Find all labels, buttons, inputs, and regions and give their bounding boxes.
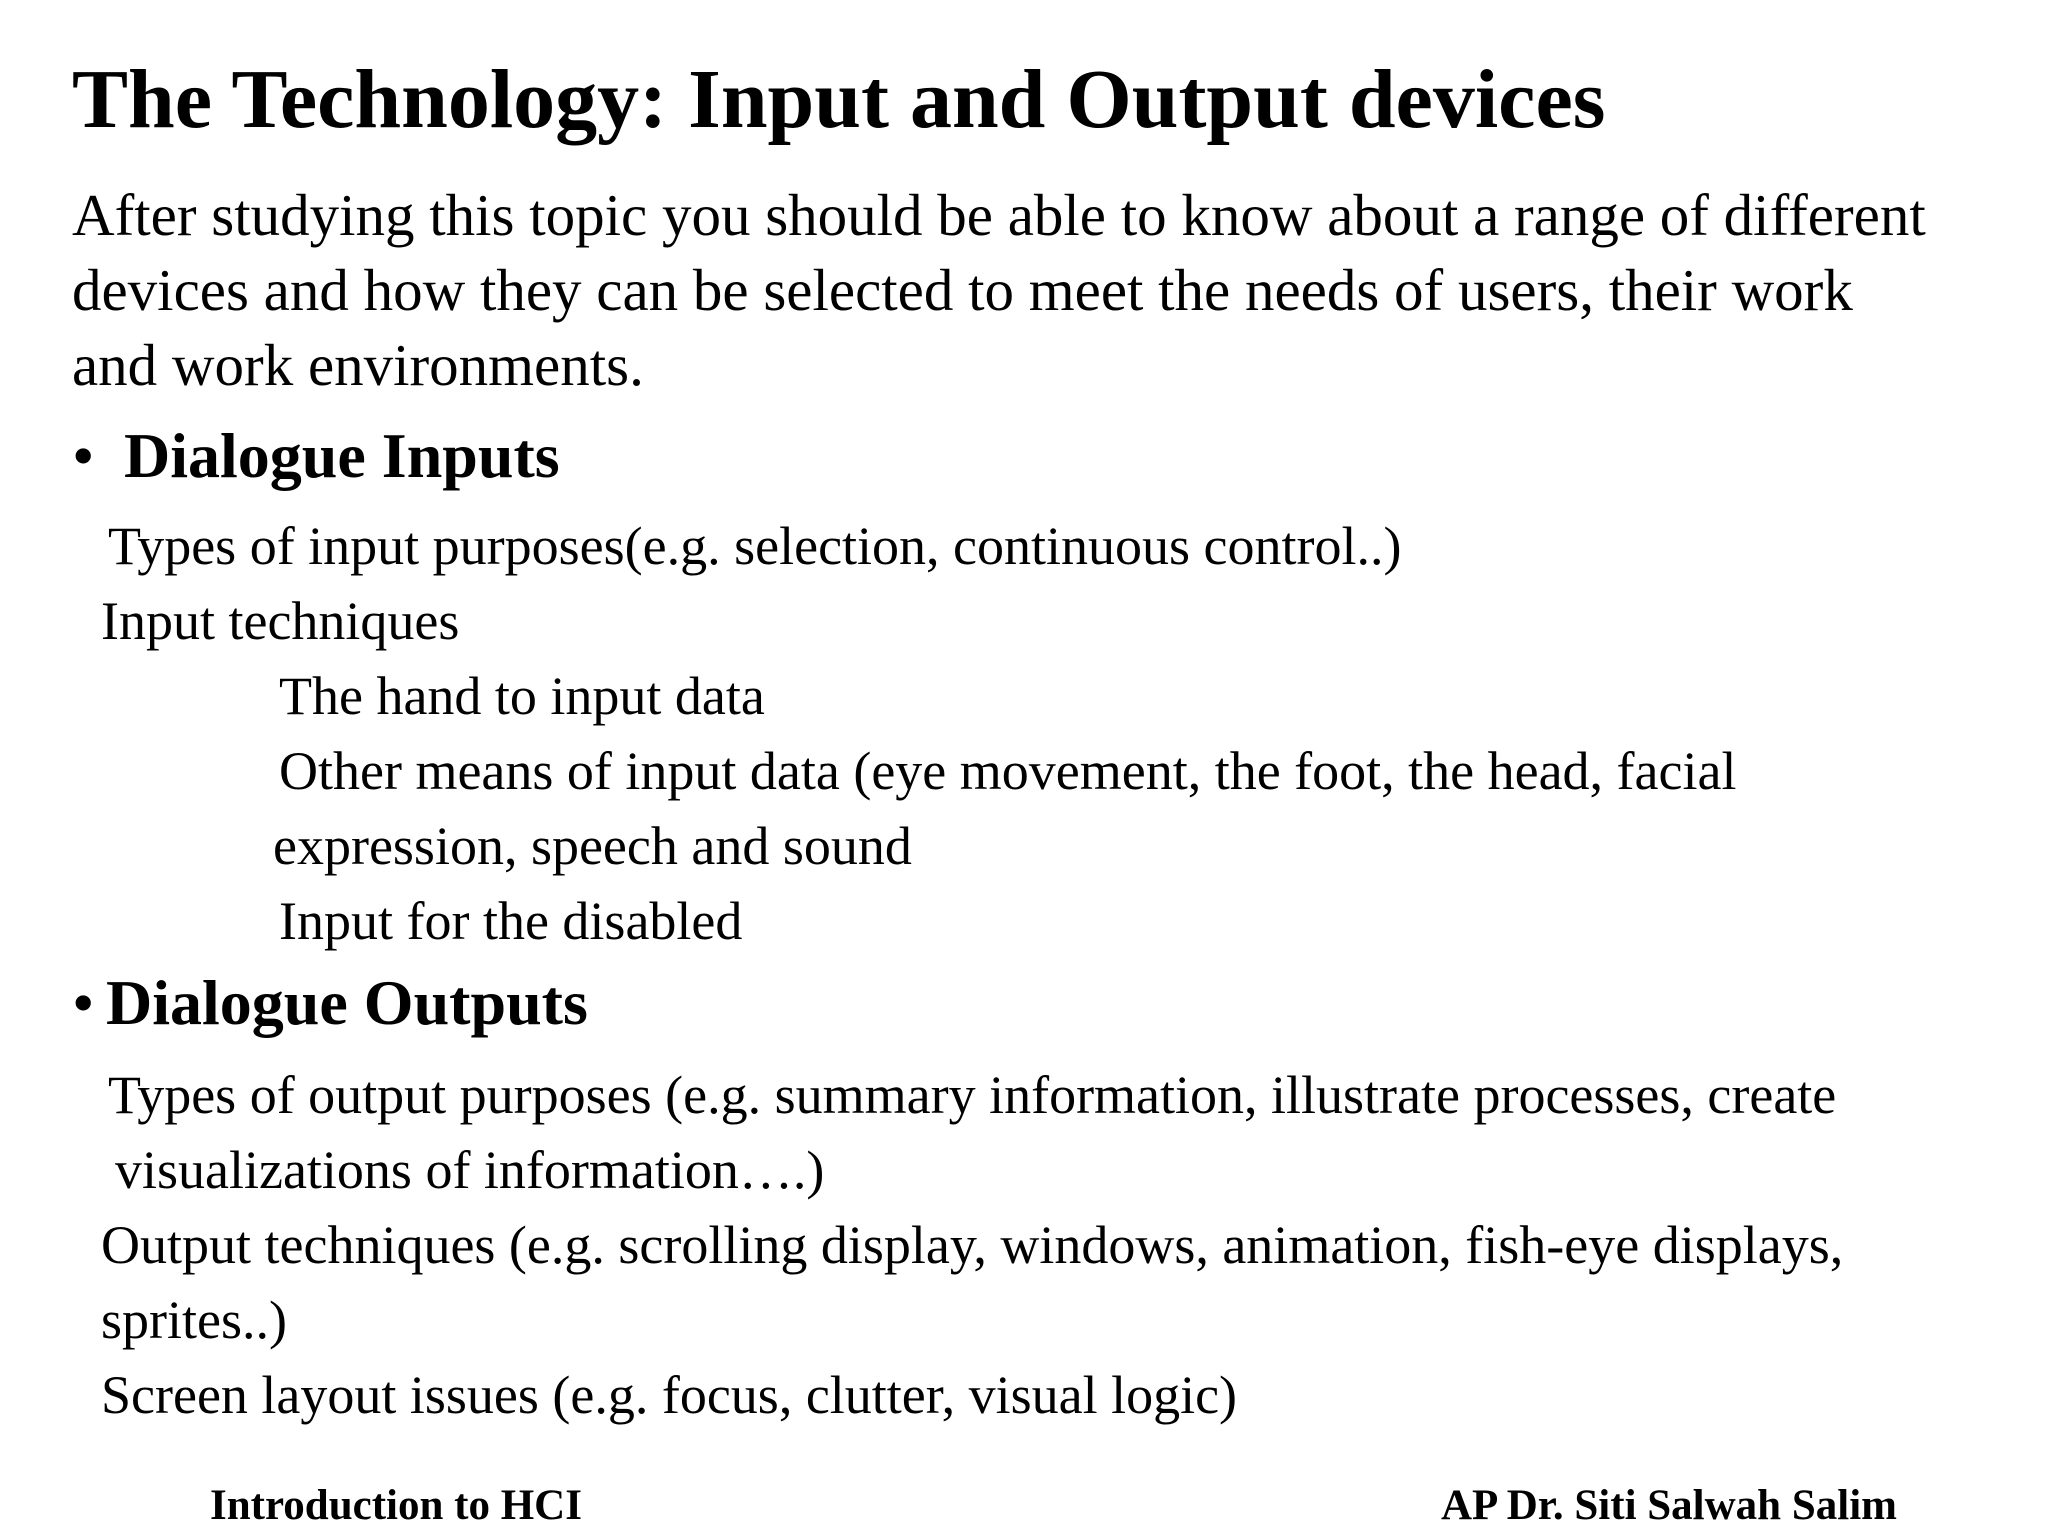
outputs-item-purposes-cont: visualizations of information….) (115, 1140, 825, 1200)
intro-line-2: devices and how they can be selected to meet the needs of users, their work (72, 257, 1853, 323)
section-outputs-heading-row (72, 967, 588, 1038)
intro-line-1: After studying this topic you should be able to know about a range of different (72, 182, 1926, 248)
outputs-item-purposes: Types of output purposes (e.g. summary information, illustrate processes, create (108, 1065, 1837, 1125)
inputs-subitem-other-means: Other means of input data (eye movement, the foot, the head, facial (279, 741, 1737, 801)
footer-author: AP Dr. Siti Salwah Salim (1441, 1482, 1897, 1529)
bullet-dot: • (72, 967, 95, 1038)
inputs-subitem-hand: The hand to input data (279, 666, 765, 726)
section-inputs-heading: Dialogue Inputs (124, 420, 560, 491)
outputs-item-techniques: Output techniques (e.g. scrolling display, windows, animation, fish-eye displays, (101, 1215, 1844, 1275)
section-outputs-heading: Dialogue Outputs (106, 967, 588, 1038)
bullet-dot: • (72, 420, 95, 491)
slide-title: The Technology: Input and Output devices (72, 53, 1606, 146)
inputs-subitem-disabled: Input for the disabled (279, 891, 743, 951)
section-inputs-heading-row (72, 420, 560, 491)
inputs-item-purposes: Types of input purposes(e.g. selection, continuous control..) (108, 516, 1402, 576)
inputs-item-techniques: Input techniques (101, 591, 460, 651)
footer-course: Introduction to HCI (210, 1482, 582, 1529)
inputs-subitem-other-means-cont: expression, speech and sound (273, 816, 912, 876)
outputs-item-techniques-cont: sprites..) (101, 1290, 287, 1350)
intro-line-3: and work environments. (72, 332, 644, 398)
outputs-item-screen-layout: Screen layout issues (e.g. focus, clutter, visual logic) (101, 1365, 1238, 1425)
